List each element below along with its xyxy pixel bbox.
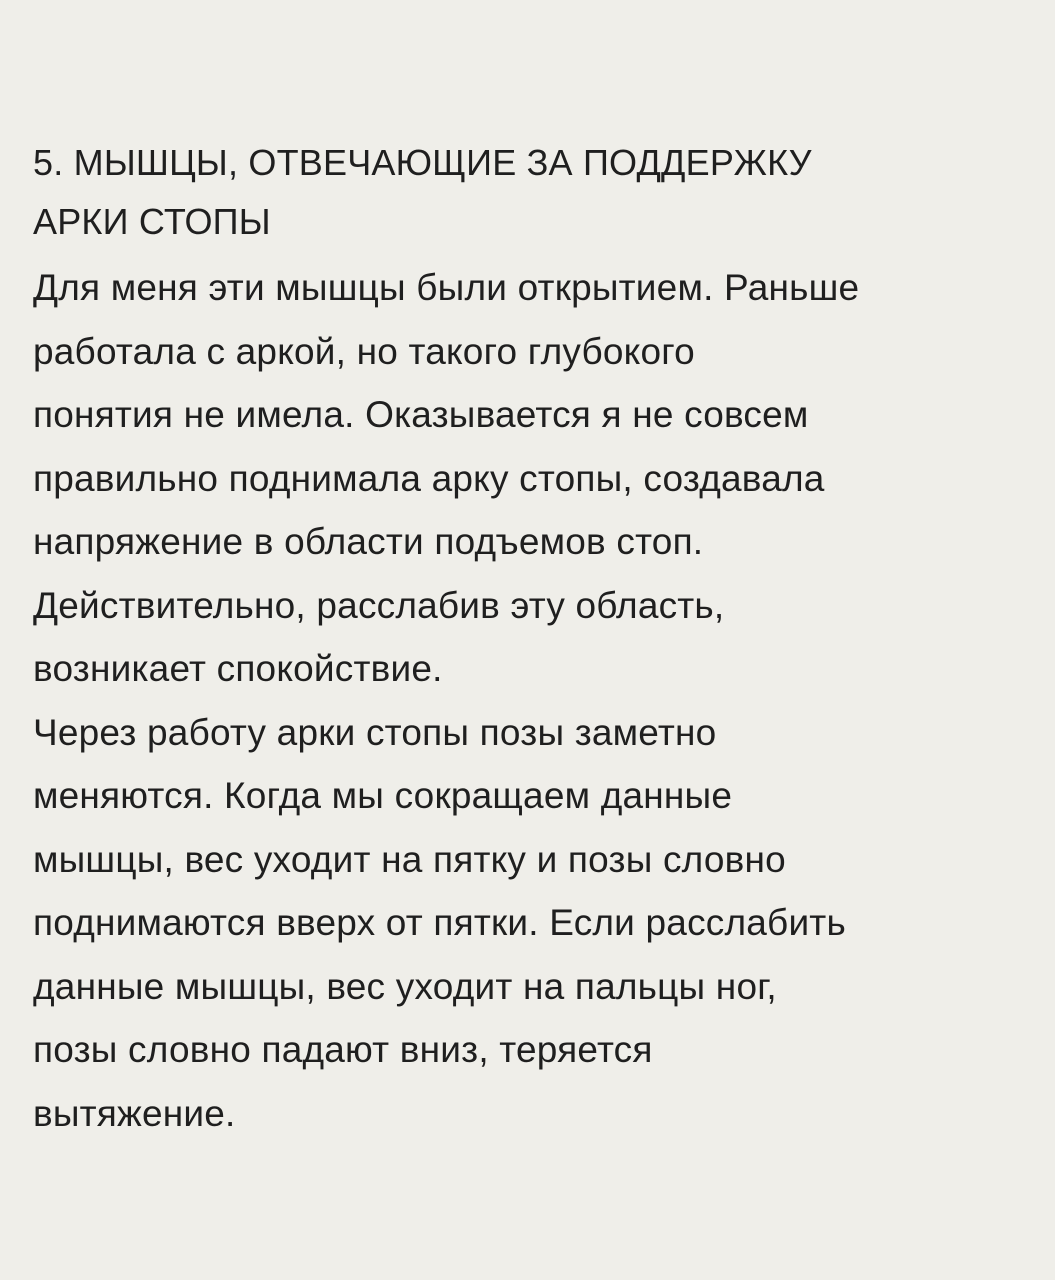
heading-line: 5. МЫШЦЫ, ОТВЕЧАЮЩИЕ ЗА ПОДДЕРЖКУ <box>33 142 812 183</box>
body-line: позы словно падают вниз, теряется <box>33 1029 653 1070</box>
heading-line: АРКИ СТОПЫ <box>33 201 271 242</box>
body-line: меняются. Когда мы сокращаем данные <box>33 775 733 816</box>
body-line: мышцы, вес уходит на пятку и позы словно <box>33 838 786 880</box>
body-line: понятия не имела. Оказывается я не совсем <box>33 394 809 435</box>
body-line: поднимаются вверх от пятки. Если расслабить <box>33 902 846 943</box>
body-line: работала с аркой, но такого глубокого <box>33 330 695 372</box>
section-heading <box>33 133 1033 251</box>
body-line: Через работу арки стопы позы заметно <box>33 711 717 753</box>
body-line: Действительно, расслабив эту область, <box>33 584 725 626</box>
body-line: правильно поднимала арку стопы, создавала <box>33 457 825 499</box>
body-line: напряжение в области подъемов стоп. <box>33 521 704 562</box>
article-body <box>33 256 1033 1145</box>
body-line: вытяжение. <box>33 1092 236 1134</box>
body-line: возникает спокойствие. <box>33 648 443 689</box>
body-line: Для меня эти мышцы были открытием. Раньше <box>33 267 860 308</box>
body-line: данные мышцы, вес уходит на пальцы ног, <box>33 965 777 1007</box>
article <box>33 133 1033 1145</box>
